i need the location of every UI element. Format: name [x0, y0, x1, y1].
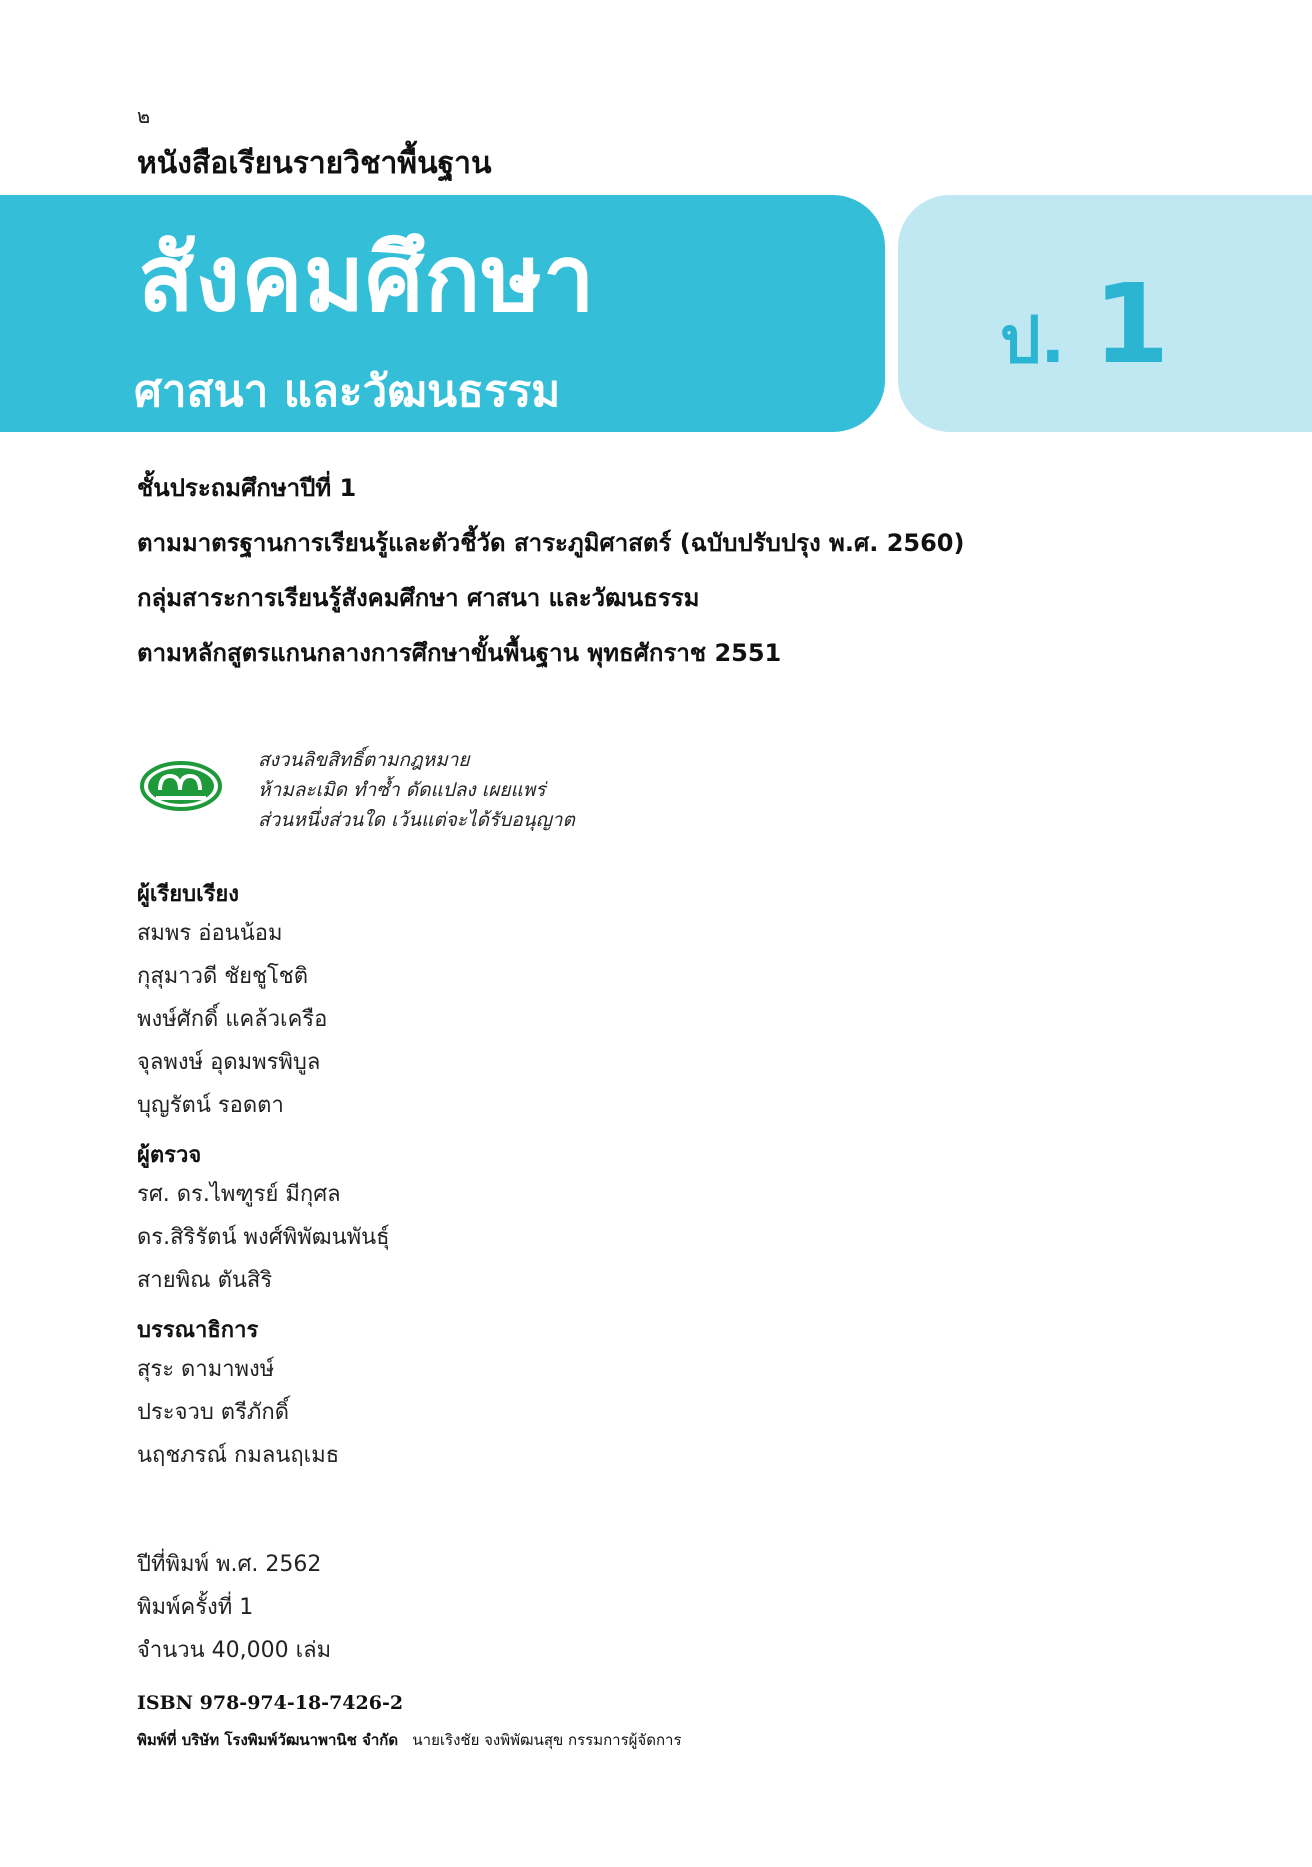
- credit-heading: บรรณาธิการ: [137, 1318, 259, 1343]
- copyright-line: ห้ามละเมิด ทำซ้ำ ดัดแปลง เผยแพร่: [258, 779, 546, 801]
- print-info: [137, 1543, 331, 1672]
- book-type-heading: หนังสือเรียนรายวิชาพื้นฐาน: [137, 146, 492, 181]
- credit-name: ประจวบ ตรีภักดิ์: [137, 1400, 290, 1425]
- credit-name: กุสุมาวดี ชัยชูโชติ: [137, 964, 309, 989]
- copyright-notice: [258, 745, 575, 835]
- credit-name: สุระ ดามาพงษ์: [137, 1357, 275, 1382]
- info-line: ชั้นประถมศึกษาปีที่ 1: [137, 474, 357, 502]
- grade-label: [1000, 260, 1169, 391]
- info-line: ตามหลักสูตรแกนกลางการศึกษาขั้นพื้นฐาน พุทธศักราช 2551: [137, 639, 782, 667]
- info-line: กลุ่มสาระการเรียนรู้สังคมศึกษา ศาสนา และวัฒนธรรม: [137, 584, 700, 612]
- credit-heading: ผู้เรียบเรียง: [137, 882, 240, 907]
- book-info: [137, 468, 964, 688]
- credit-name: รศ. ดร.ไพฑูรย์ มีกุศล: [137, 1182, 341, 1207]
- credit-name: จุลพงษ์ อุดมพรพิบูล: [137, 1050, 321, 1075]
- print-edition: พิมพ์ครั้งที่ 1: [137, 1595, 254, 1620]
- grade-number: 1: [1092, 260, 1170, 388]
- grade-prefix: ป.: [1000, 304, 1065, 378]
- book-title: สังคมศึกษา: [138, 225, 596, 332]
- credit-name: สายพิณ ตันสิริ: [137, 1268, 273, 1293]
- printer-company: พิมพ์ที่ บริษัท โรงพิมพ์วัฒนาพานิช จำกัด: [137, 1731, 399, 1749]
- isbn: ISBN 978-974-18-7426-2: [137, 1692, 404, 1714]
- credits-section: [137, 878, 390, 1489]
- print-year: ปีที่พิมพ์ พ.ศ. 2562: [137, 1552, 322, 1577]
- credit-name: บุญรัตน์ รอดตา: [137, 1093, 284, 1118]
- credit-name: นฤชภรณ์ กมลนฤเมธ: [137, 1443, 340, 1468]
- page-number: ๒: [137, 104, 151, 128]
- copyright-line: ส่วนหนึ่งส่วนใด เว้นแต่จะได้รับอนุญาต: [258, 809, 575, 831]
- credit-name: ดร.สิริรัตน์ พงศ์พิพัฒนพันธุ์: [137, 1225, 390, 1250]
- info-line: ตามมาตรฐานการเรียนรู้และตัวชี้วัด สาระภูมิศาสตร์ (ฉบับปรับปรุง พ.ศ. 2560): [137, 529, 965, 557]
- credit-name: สมพร อ่อนน้อม: [137, 921, 283, 946]
- credit-heading: ผู้ตรวจ: [137, 1143, 202, 1168]
- print-quantity: จำนวน 40,000 เล่ม: [137, 1638, 332, 1663]
- printer-manager: นายเริงชัย จงพิพัฒนสุข กรรมการผู้จัดการ: [412, 1731, 682, 1749]
- publisher-logo-icon: [140, 760, 222, 812]
- authors-group: [137, 878, 390, 1127]
- copyright-line: สงวนลิขสิทธิ์ตามกฎหมาย: [258, 749, 470, 771]
- printer-info: [137, 1728, 682, 1752]
- credit-name: พงษ์ศักดิ์ แคล้วเครือ: [137, 1007, 328, 1032]
- book-subtitle: ศาสนา และวัฒนธรรม: [134, 366, 561, 417]
- reviewers-group: [137, 1139, 390, 1302]
- editors-group: [137, 1314, 390, 1477]
